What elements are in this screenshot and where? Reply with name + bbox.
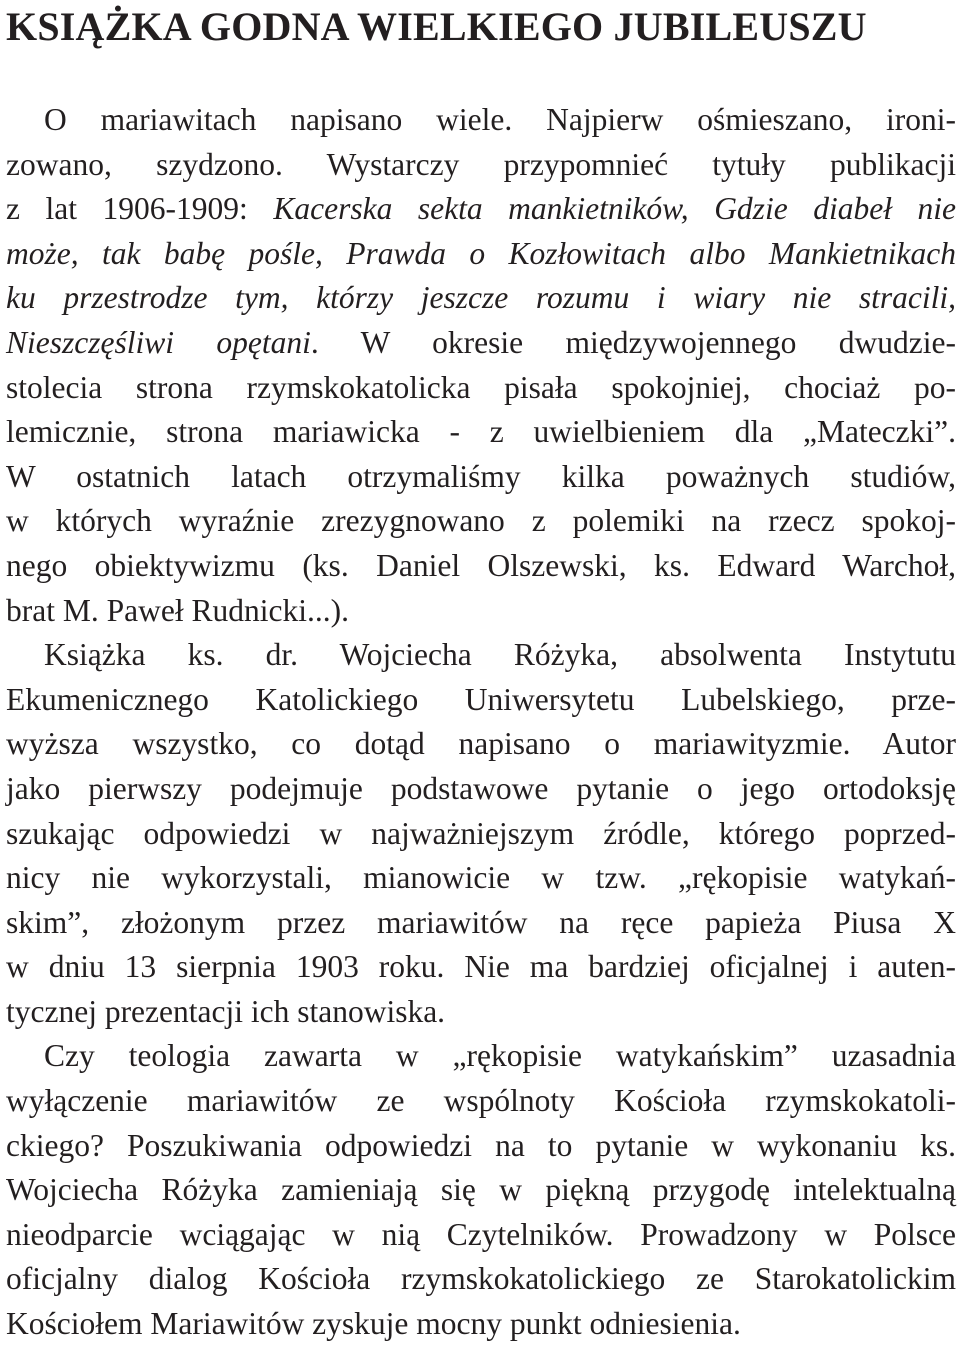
text-line [6,1257,956,1302]
text-run: w dniu 13 sierpnia 1903 roku. Nie ma bardziej oficjalnej i auten- [6,949,956,985]
text-run: wyższa wszystko, co dotąd napisano o mariawityzmie. Autor [6,726,956,762]
text-line [6,812,956,857]
text-run: tycznej prezentacji ich stanowiska. [6,993,446,1029]
text-line [6,455,956,500]
text-run: zowano, szydzono. Wystarczy przypomnieć tytuły publikacji [6,146,956,182]
text-line [6,990,956,1035]
text-run: . W okresie międzywojennego dwudzie- [310,324,957,360]
text-run: O mariawitach napisano wiele. Najpierw ośmieszano, ironi- [44,102,956,137]
text-line [6,589,956,634]
text-line [6,276,956,321]
text-run: wyłączenie mariawitów ze wspólnoty Kościoła rzymskokatoli- [6,1083,956,1119]
text-run: brat M. Paweł Rudnicki...). [6,592,349,628]
text-run: ckiego? Poszukiwania odpowiedzi na to pytanie w wykonaniu ks. [6,1127,956,1163]
text-run: stolecia strona rzymskokatolicka pisała spokojniej, chociaż po- [6,369,956,405]
text-run: nego obiektywizmu (ks. Daniel Olszewski, ks. Edward Warchoł, [6,547,956,583]
text-line [6,98,956,143]
text-line [6,143,956,188]
italic-text: może, tak babę pośle, Prawda o Kozłowitach albo Mankietnikach [6,235,956,271]
text-run: W ostatnich latach otrzymaliśmy kilka poważnych studiów, [6,458,956,494]
text-line [6,321,956,366]
text-line [6,1034,956,1079]
text-line [6,544,956,589]
text-run: szukając odpowiedzi w najważniejszym źródle, którego poprzed- [6,815,956,851]
text-run: z lat 1906-1909: [6,191,274,227]
text-run: lemicznie, strona mariawicka - z uwielbieniem dla „Mateczki”. [6,414,956,450]
text-run: skim”, złożonym przez mariawitów na ręce papieża Piusa X [6,904,956,940]
text-line [6,678,956,723]
italic-text: ku przestrodze tym, którzy jeszcze rozumu i wiary nie stracili, [6,280,956,316]
text-run: Książka ks. dr. Wojciecha Różyka, absolwenta Instytutu [44,637,956,673]
text-line [6,633,956,678]
text-run: oficjalny dialog Kościoła rzymskokatolickiego ze Starokatolickim [6,1261,956,1297]
text-line [6,499,956,544]
page-title: KSIĄŻKA GODNA WIELKIEGO JUBILEUSZU [6,4,867,49]
text-line [6,366,956,411]
italic-text: Kacerska sekta mankietników, Gdzie diabeł nie [273,191,956,227]
text-line [6,410,956,455]
text-run: Czy teologia zawarta w „rękopisie watykańskim” uzasadnia [44,1038,956,1074]
text-line [6,901,956,946]
text-run: nicy nie wykorzystali, mianowicie w tzw. „rękopisie watykań- [6,860,956,896]
text-line [6,232,956,277]
text-line [6,722,956,767]
text-line [6,1124,956,1169]
text-run: jako pierwszy podejmuje podstawowe pytanie o jego ortodoksję [6,770,956,806]
text-run: Ekumenicznego Katolickiego Uniwersytetu Lubelskiego, prze- [6,681,956,717]
paragraph [6,98,956,633]
text-run: w których wyraźnie zrezygnowano z polemiki na rzecz spokoj- [6,503,956,539]
paragraph [6,633,956,1034]
text-line [6,1168,956,1213]
text-line [6,1302,956,1347]
text-line [6,1213,956,1258]
text-line [6,767,956,812]
document-page [6,0,956,1347]
text-run: nieodparcie wciągając w nią Czytelników. Prowadzony w Polsce [6,1216,956,1252]
text-line [6,945,956,990]
text-line [6,187,956,232]
article-body [6,98,956,1347]
text-run: Kościołem Mariawitów zyskuje mocny punkt odniesienia. [6,1306,741,1342]
text-line [6,856,956,901]
italic-text: Nieszczęśliwi opętani [6,324,311,360]
paragraph [6,1034,956,1346]
text-line [6,1079,956,1124]
text-run: Wojciecha Różyka zamieniają się w piękną przygodę intelektualną [6,1172,956,1208]
